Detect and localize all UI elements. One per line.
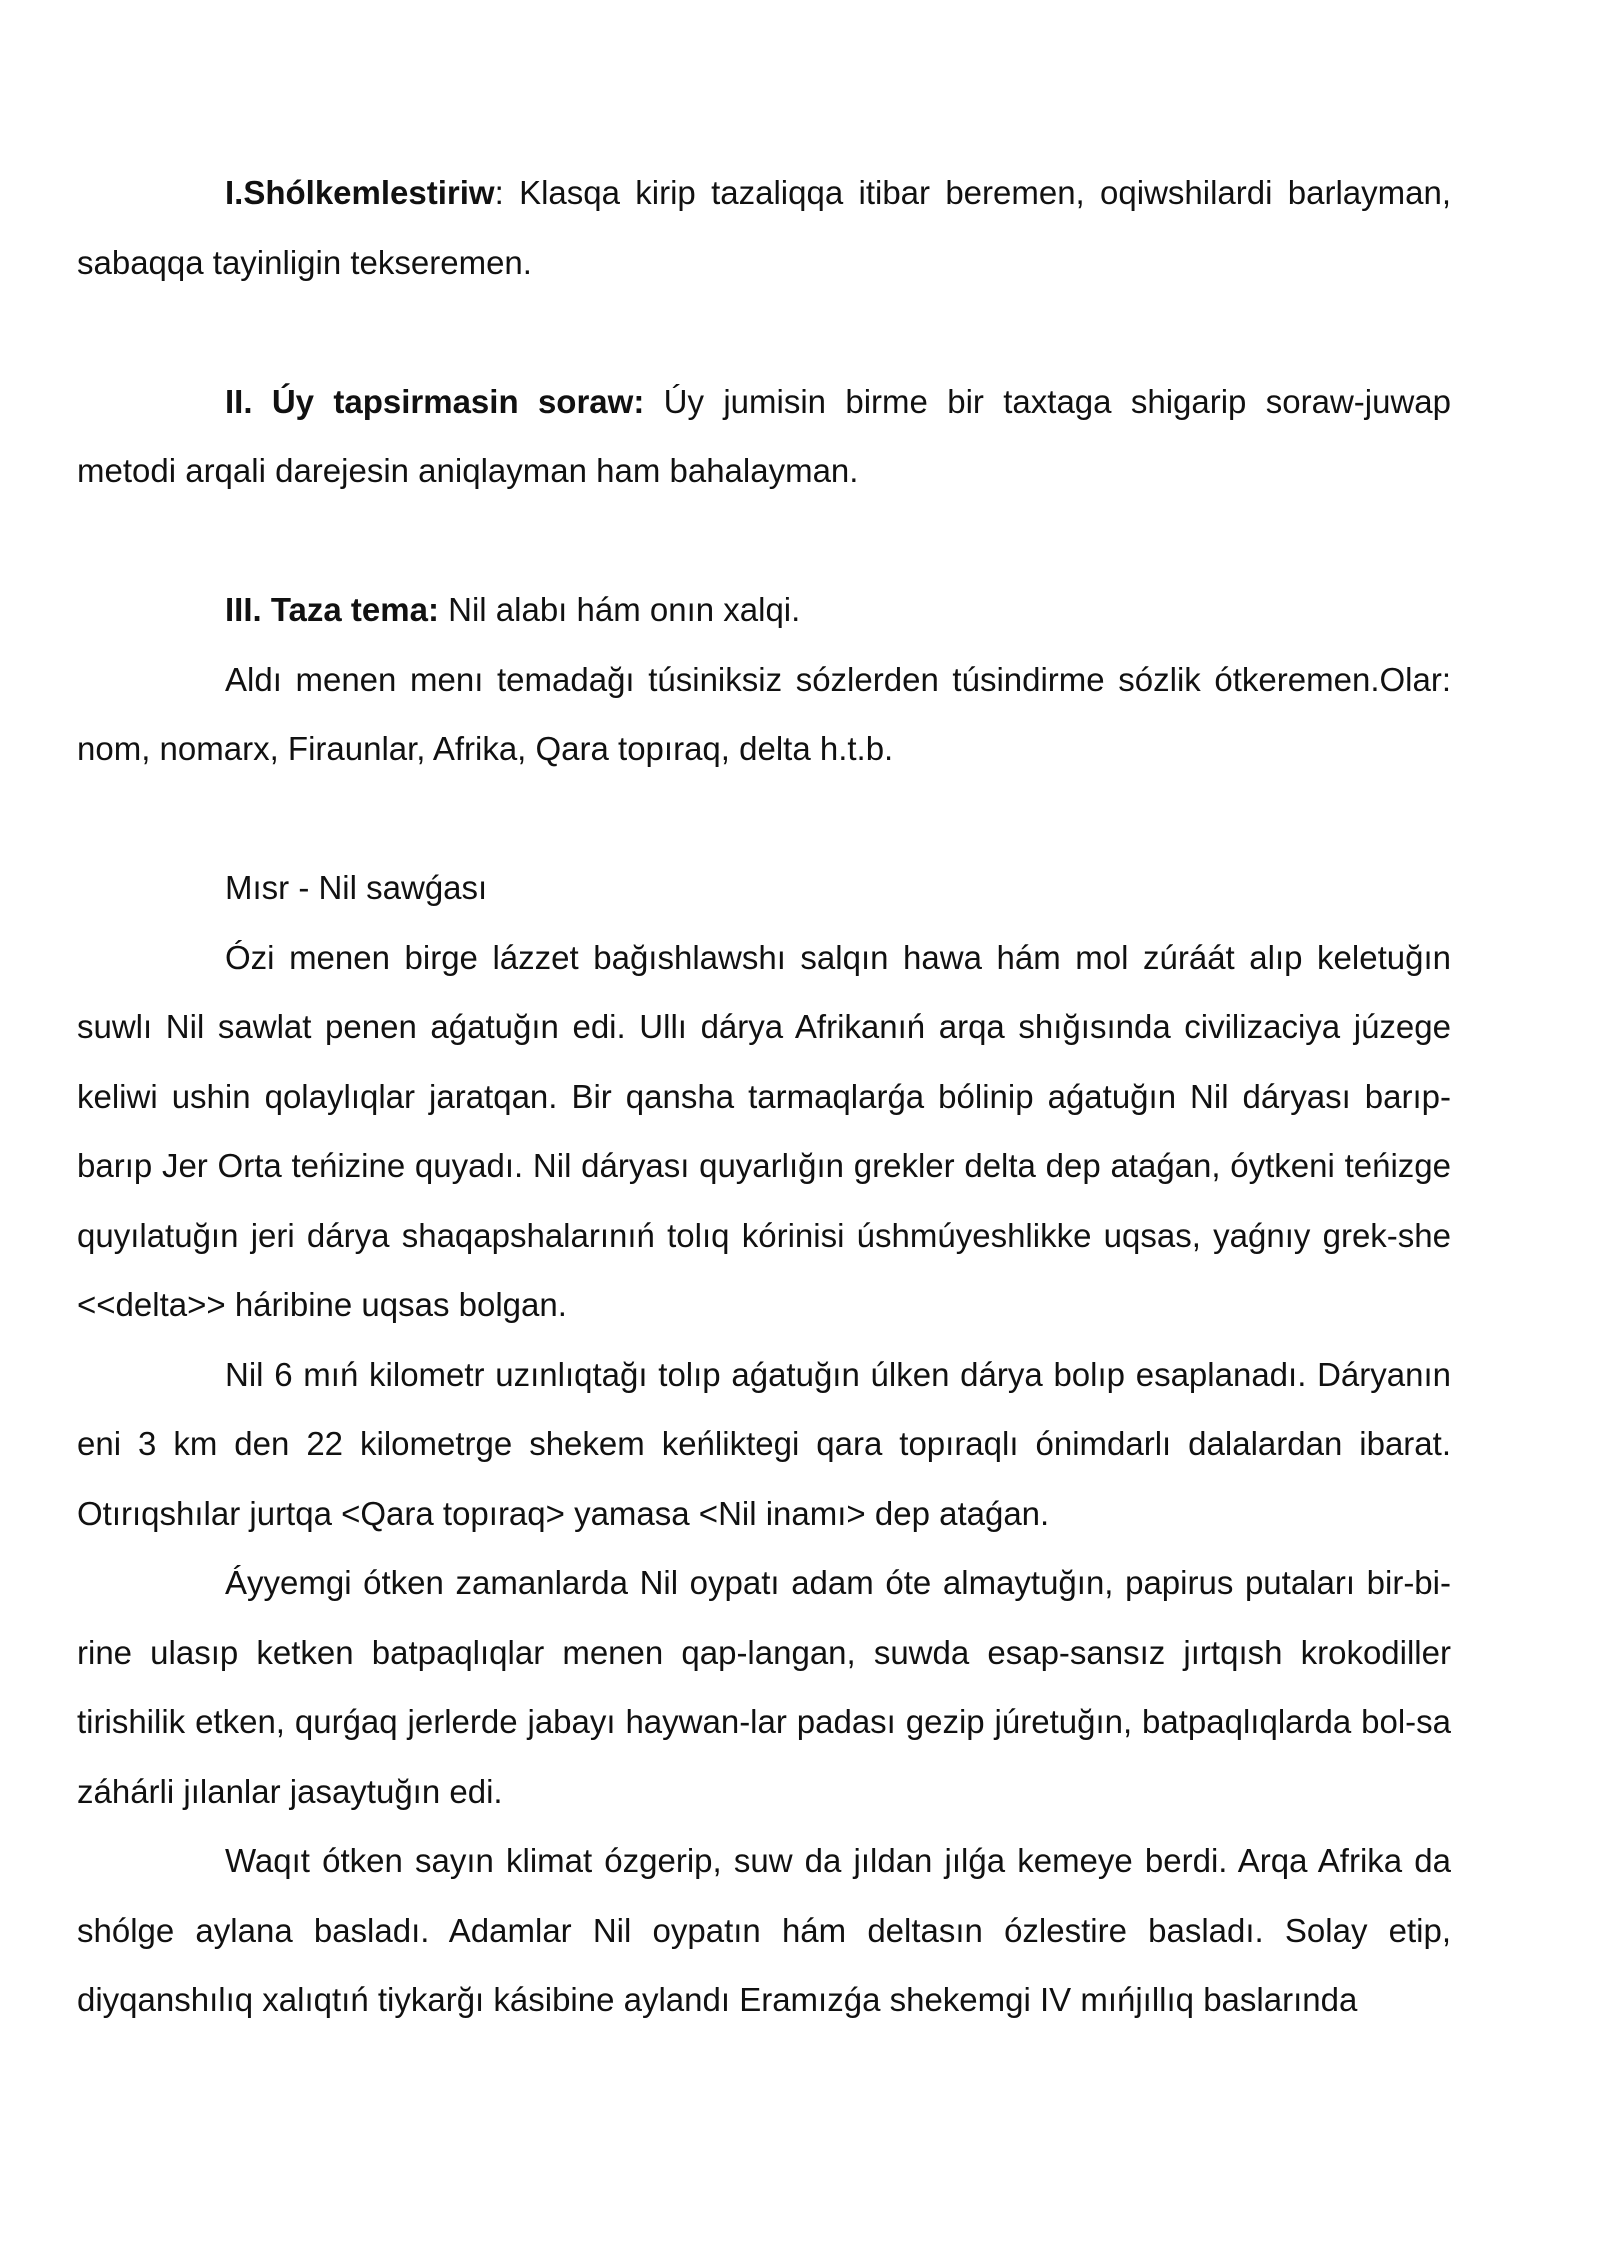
paragraph-spacer <box>77 506 1451 576</box>
section-new-topic-text: Nil alabı hám onın xalqi. <box>438 591 801 628</box>
section-organization-heading: I.Shólkemlestiriw <box>225 174 495 211</box>
paragraph-spacer <box>77 784 1451 854</box>
section-homework <box>77 367 1451 506</box>
section-new-topic <box>77 575 1451 645</box>
body-paragraph-climate-change: Waqıt ótken sayın klimat ózgerip, suw da jıldan jılǵa kemeye berdi. Arqa Afrika da shólge aylana basladı. Adamlar Nil oypatın hám deltasın ózlestire basladı. Solay etip, diyqanshılıq xalıqtıń tiykarğı kásibine aylandı Eramızǵa shekemgi IV mıńjıllıq baslarında <box>77 1842 1451 2018</box>
section-organization <box>77 158 1451 297</box>
paragraph-spacer <box>77 297 1451 367</box>
body-paragraph-ancient-times: Áyyemgi ótken zamanlarda Nil oypatı adam óte almaytuğın, papirus putaları bir-bi-rine ulasıp ketken batpaqlıqlar menen qap-langan, suwda esap-sansız jırtqısh krokodiller tirishilik etken, qurǵaq jerlerde jabayı haywan-lar padası gezip júretuğın, batpaqlıqlarda bol-sa záhárli jılanlar jasaytuğın edi. <box>77 1564 1451 1810</box>
body-paragraph-nile-length: Nil 6 mıń kilometr uzınlıqtağı tolıp aǵatuğın úlken dárya bolıp esaplanadı. Dáryanın eni 3 km den 22 kilometrge shekem keńliktegi qara topıraqlı ónimdarlı dalalardan ibarat. Otırıqshılar jurtqa <Qara topıraq> yamasa <Nil inamı> dep ataǵan. <box>77 1355 1451 1532</box>
topic-title: Mısr - Nil sawǵası <box>225 869 488 906</box>
body-paragraph-nile-river: Ózi menen birge lázzet bağıshlawshı salqın hawa hám mol zúráát alıp keletuğın suwlı Nil sawlat penen aǵatuğın edi. Ullı dárya Afrikanıń arqa shığısında civilizaciya júzege keliwi ushin qolaylıqlar jaratqan. Bir qansha tarmaqlarǵa bólinip aǵatuğın Nil dáryası barıp-barıp Jer Orta teńizine quyadı. Nil dáryası quyarlığın grekler delta dep ataǵan, óytkeni teńizge quyılatuğın jeri dárya shaqapshalarınıń tolıq kórinisi úshmúyeshlikke uqsas, yaǵnıy grek-she <<delta>> háribine uqsas bolgan. <box>77 938 1451 1323</box>
section-homework-heading: II. Úy tapsirmasin soraw: <box>225 382 645 420</box>
section-new-topic-heading: III. Taza tema: <box>225 591 439 628</box>
document-body <box>77 158 1451 2035</box>
section-homework-text: Úy jumisin birme bir taxtaga shigarip soraw-juwap metodi arqali darejesin aniqlayman ham bahalayman. <box>77 382 1451 489</box>
vocabulary-paragraph: Aldı menen menı temadağı túsiniksiz sózlerden túsindirme sózlik ótkeremen.Olar: nom, nomarx, Firaunlar, Afrika, Qara topıraq, delta h.t.b. <box>77 660 1451 767</box>
section-organization-text: : Klasqa kirip tazaliqqa itibar beremen, oqiwshilardi barlayman, sabaqqa tayinligin tekseremen. <box>77 174 1451 281</box>
